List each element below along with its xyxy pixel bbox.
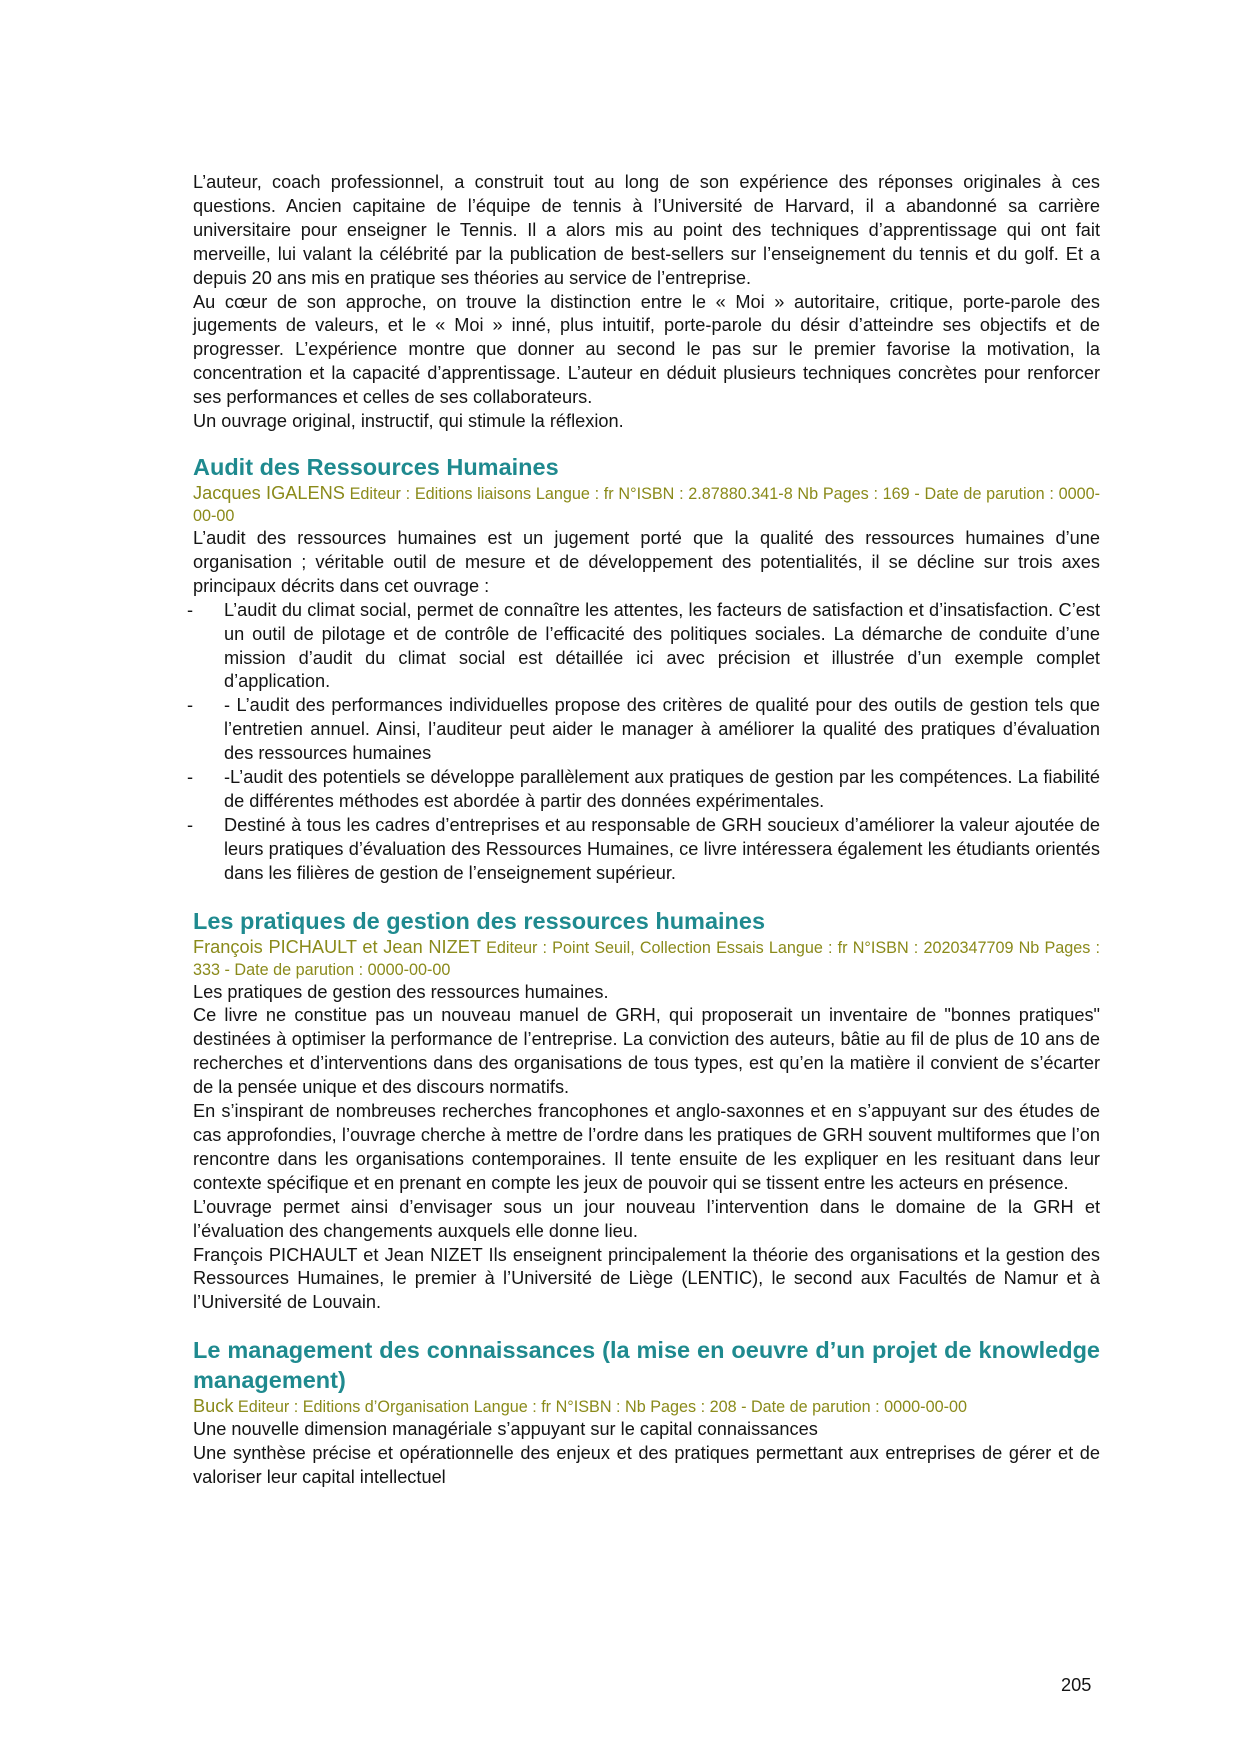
book-entry xyxy=(193,906,1100,1316)
book-description: Ce livre ne constitue pas un nouveau manuel de GRH, qui proposerait un inventaire de "bonnes pratiques" destinées à optimiser la performance de l’entreprise. La conviction des auteurs, bâtie au fil de plus de 10 ans de recherches et d’interventions dans des organisations de tous types, est qu’en la matière il convient de s’écarter de la pensée unique et des discours normatifs. xyxy=(193,1005,1100,1098)
intro-paragraph: Un ouvrage original, instructif, qui stimule la réflexion. xyxy=(193,411,624,432)
dash-marker: - xyxy=(187,695,194,716)
book-author: Jacques IGALENS xyxy=(193,482,345,503)
dash-marker: - xyxy=(187,814,194,835)
book-description: L’ouvrage permet ainsi d’envisager sous un jour nouveau l’intervention dans le domaine de la GRH et l’évaluation des changements auxquels elle donne lieu. xyxy=(193,1196,1100,1241)
list-item xyxy=(187,814,1100,886)
list-item-text: L’audit du climat social, permet de connaître les attentes, les facteurs de satisfaction et d’insatisfaction. C’est un outil de pilotage et de contrôle de l’efficacité des politiques sociales. La démarche de conduite d’une mission d’audit du climat social est détaillée ici avec précision et illustrée d’un exemple complet d’application. xyxy=(224,599,1100,692)
book-description: En s’inspirant de nombreuses recherches francophones et anglo-saxonnes et en s’appuyant sur des études de cas approfondies, l’ouvrage cherche à mettre de l’ordre dans les pratiques de GRH souvent multiformes que l’on rencontre dans les organisations contemporaines. Il tente ensuite de les expliquer en les resituant dans leur contexte spécifique et en prenant en compte les jeux de pouvoir qui se tissent entre les acteurs en présence. xyxy=(193,1101,1100,1193)
intro-paragraph: L’auteur, coach professionnel, a construit tout au long de son expérience des réponses originales à ces questions. Ancien capitaine de l’équipe de tennis à l’Université de Harvard, il a abandonné sa carrière universitaire pour enseigner le Tennis. Il a alors mis au point des techniques d’apprentissage qui ont fait merveille, lui valant la célébrité par la publication de best-sellers sur l’enseignement du tennis et du golf. Et a depuis 20 ans mis en pratique ses théories au service de l’entreprise. xyxy=(193,172,1100,288)
list-item xyxy=(187,599,1100,695)
list-item-text: Destiné à tous les cadres d’entreprises et au responsable de GRH soucieux d’améliorer la valeur ajoutée de leurs pratiques d’évaluation des Ressources Humaines, ce livre intéressera également les étudiants orientés dans les filières de gestion de l’enseignement supérieur. xyxy=(224,814,1100,883)
book-publisher-info: Editeur : Editions d’Organisation Langue : fr N°ISBN : Nb Pages : 208 - Date de parution : 0000-00-00 xyxy=(233,1398,967,1417)
book-title: Le management des connaissances (la mise en oeuvre d’un projet de knowledge management) xyxy=(193,1337,1100,1394)
bullet-list xyxy=(187,599,1100,886)
page-number: 205 xyxy=(1061,1675,1092,1695)
intro-paragraph: Au cœur de son approche, on trouve la distinction entre le « Moi » autoritaire, critique, porte-parole des jugements de valeurs, et le « Moi » inné, plus intuitif, porte-parole du désir d’atteindre ses objectifs et de progresser. L’expérience montre que donner au second le pas sur le premier favorise la motivation, la concentration et la capacité d’apprentissage. L’auteur en déduit plusieurs techniques concrètes pour renforcer ses performances et celles de ses collaborateurs. xyxy=(193,291,1100,408)
dash-marker: - xyxy=(187,599,194,620)
book-entry xyxy=(187,452,1101,886)
book-entry xyxy=(193,1335,1100,1490)
list-item-text: - L’audit des performances individuelles propose des critères de qualité pour des outils de gestion tels que l’entretien annuel. Ainsi, l’auditeur peut aider le manager à améliorer la qualité des pratiques d’évaluation des ressources humaines xyxy=(224,695,1100,764)
list-item xyxy=(187,694,1100,766)
book-author: Buck xyxy=(193,1396,234,1417)
document-page xyxy=(187,171,1101,1490)
list-item xyxy=(187,766,1100,814)
book-description: L’audit des ressources humaines est un jugement porté que la qualité des ressources humaines d’une organisation ; véritable outil de mesure et de développement des potentialités, il se décline sur trois axes principaux décrits dans cet ouvrage : xyxy=(193,527,1100,596)
list-item-text: -L’audit des potentiels se développe parallèlement aux pratiques de gestion par les compétences. La fiabilité de différentes méthodes est abordée à partir des données expérimentales. xyxy=(224,767,1100,811)
book-description: Les pratiques de gestion des ressources humaines. xyxy=(193,981,609,1002)
intro-section xyxy=(193,171,1100,434)
book-title: Audit des Ressources Humaines xyxy=(193,453,559,480)
book-metadata xyxy=(193,482,1100,527)
book-title: Les pratiques de gestion des ressources humaines xyxy=(193,907,766,934)
book-publisher-info: Editeur : Point Seuil, Collection Essais Langue : fr N°ISBN : 2020347709 Nb Pages : 333 - Date de parution : 0000-00-00 xyxy=(193,938,1100,979)
dash-marker: - xyxy=(187,767,194,788)
book-metadata xyxy=(193,1395,1100,1418)
book-description: Une synthèse précise et opérationnelle des enjeux et des pratiques permettant aux entreprises de gérer et de valoriser leur capital intellectuel xyxy=(193,1443,1100,1488)
book-description: François PICHAULT et Jean NIZET Ils enseignent principalement la théorie des organisations et la gestion des Ressources Humaines, le premier à l’Université de Liège (LENTIC), le second aux Facultés de Namur et à l’Université de Louvain. xyxy=(193,1244,1100,1313)
book-publisher-info: Editeur : Editions liaisons Langue : fr N°ISBN : 2.87880.341-8 Nb Pages : 169 - Date de parution : 0000-00-00 xyxy=(193,484,1101,525)
book-metadata xyxy=(193,936,1100,981)
book-author: François PICHAULT et Jean NIZET xyxy=(193,936,481,957)
book-description: Une nouvelle dimension managériale s’appuyant sur le capital connaissances xyxy=(193,1419,818,1440)
